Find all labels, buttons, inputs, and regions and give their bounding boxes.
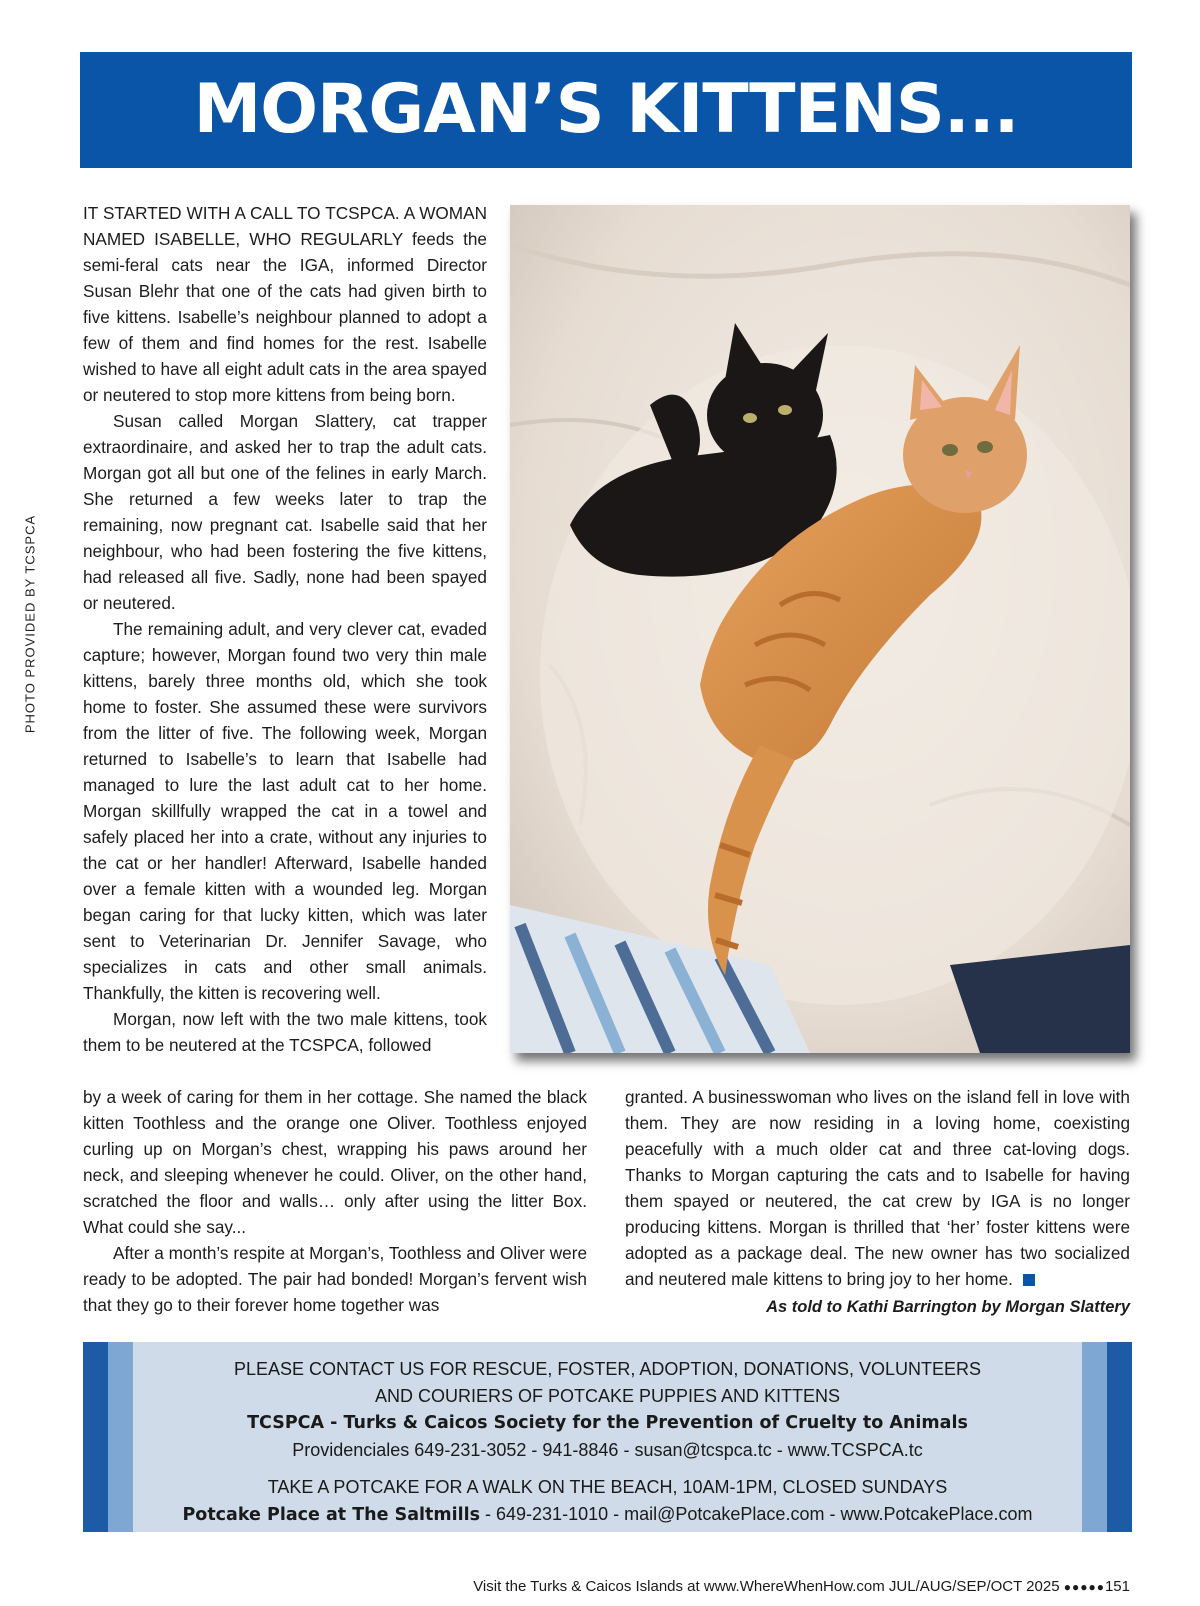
walk-line: TAKE A POTCAKE FOR A WALK ON THE BEACH, 10AM-1PM, CLOSED SUNDAYS bbox=[267, 1477, 948, 1497]
potcake-place-name: Potcake Place at The Saltmills bbox=[182, 1505, 481, 1525]
paragraph-1: IT STARTED WITH A CALL TO TCSPCA. A WOMAN NAMED ISABELLE, WHO REGULARLY feeds the semi-feral cats near the IGA, informed Director Susan Blehr that one of the cats had given birth to five kittens. Isabelle’s neighbour planned to adopt a few of them and find homes for the rest. Isabelle wished to have all eight adult cats in the area spayed or neutered to stop more kittens from being born. bbox=[83, 203, 487, 405]
page-title: MORGAN’S KITTENS... bbox=[193, 70, 1019, 149]
footer-issue: JUL/AUG/SEP/OCT 2025 bbox=[888, 1578, 1060, 1595]
paragraph-4-start: Morgan, now left with the two male kittens, took them to be neutered at the TCSPCA, followed bbox=[83, 1009, 487, 1055]
stripe-right-dark bbox=[1107, 1342, 1132, 1532]
article-column-top bbox=[83, 200, 487, 1058]
photo-credit: PHOTO PROVIDED BY TCSPCA bbox=[22, 514, 38, 734]
byline: As told to Kathi Barrington by Morgan Slattery bbox=[766, 1298, 1130, 1316]
kittens-photo bbox=[510, 205, 1130, 1053]
paragraph-3: The remaining adult, and very clever cat, evaded capture; however, Morgan found two very thin male kittens, barely three months old, which she took home to foster. She assumed these were survivors from the litter of five. The following week, Morgan returned to Isabelle’s to learn that Isabelle had managed to lure the last adult cat to her home. Morgan skillfully wrapped the cat in a towel and safely placed her into a crate, without any injuries to the cat or her handler! Afterward, Isabelle handed over a female kitten with a wounded leg. Morgan began caring for that lucky kitten, which was later sent to Veterinarian Dr. Jennifer Savage, who specializes in cats and other small animals. Thankfully, the kitten is recovering well. bbox=[83, 619, 487, 1003]
footer-dots: ●●●●● bbox=[1063, 1580, 1105, 1594]
organization-details: Providenciales 649-231-3052 - 941-8846 - susan@tcspca.tc - www.TCSPCA.tc bbox=[292, 1440, 923, 1460]
paragraph-5-start: After a month’s respite at Morgan’s, Toothless and Oliver were ready to be adopted. The pair had bonded! Morgan’s fervent wish that they go to their forever home together was bbox=[83, 1243, 587, 1315]
contact-text bbox=[133, 1356, 1082, 1529]
contact-line-1: PLEASE CONTACT US FOR RESCUE, FOSTER, ADOPTION, DONATIONS, VOLUNTEERS bbox=[233, 1359, 982, 1379]
end-mark-icon bbox=[1023, 1274, 1035, 1286]
kittens-illustration bbox=[510, 205, 1130, 1053]
paragraph-5-end: granted. A businesswoman who lives on the island fell in love with them. They are now residing in a loving home, coexisting peacefully with a much older cat and three cat-loving dogs. Thanks to Morgan capturing the cats and to Isabelle for having them spayed or neutered, the cat crew by IGA is no longer producing kittens. Morgan is thrilled that ‘her’ foster kittens were adopted as a package deal. The new owner has two socialized and neutered male kittens to bring joy to her home. bbox=[625, 1087, 1130, 1289]
paragraph-4-end: by a week of caring for them in her cottage. She named the black kitten Toothless and the orange one Oliver. Toothless enjoyed curling up on Morgan’s chest, wrapping his paws around her neck, and sleeping whenever he could. Oliver, on the other hand, scratched the floor and walls… only after using the litter Box. What could she say... bbox=[83, 1087, 587, 1237]
footer-visit: Visit the Turks & Caicos Islands at www.WhereWhenHow.com bbox=[473, 1578, 885, 1595]
title-banner bbox=[80, 52, 1132, 168]
potcake-place-line bbox=[133, 1501, 1082, 1529]
stripe-left-light bbox=[108, 1342, 133, 1532]
page-number: 151 bbox=[1104, 1578, 1130, 1595]
lead-in-caps: IT STARTED WITH A CALL TO TCSPCA. A WOMAN NAMED ISABELLE, WHO REGULARLY bbox=[83, 203, 487, 249]
stripe-right-light bbox=[1082, 1342, 1107, 1532]
potcake-place-details: - 649-231-1010 - mail@PotcakePlace.com - www.PotcakePlace.com bbox=[480, 1504, 1033, 1524]
contact-line-2: AND COURIERS OF POTCAKE PUPPIES AND KITTENS bbox=[374, 1386, 841, 1406]
article-column-right bbox=[625, 1084, 1130, 1320]
stripe-left-dark bbox=[83, 1342, 108, 1532]
page-footer bbox=[473, 1578, 1130, 1595]
organization-name: TCSPCA - Turks & Caicos Society for the Prevention of Cruelty to Animals bbox=[247, 1413, 968, 1433]
article-column-left bbox=[83, 1084, 587, 1318]
contact-box bbox=[83, 1342, 1132, 1532]
paragraph-2: Susan called Morgan Slattery, cat trapper extraordinaire, and asked her to trap the adult cats. Morgan got all but one of the felines in early March. She returned a few weeks later to trap the remaining, now pregnant cat. Isabelle said that her neighbour, who had been fostering the five kittens, had released all five. Sadly, none had been spayed or neutered. bbox=[83, 411, 487, 613]
